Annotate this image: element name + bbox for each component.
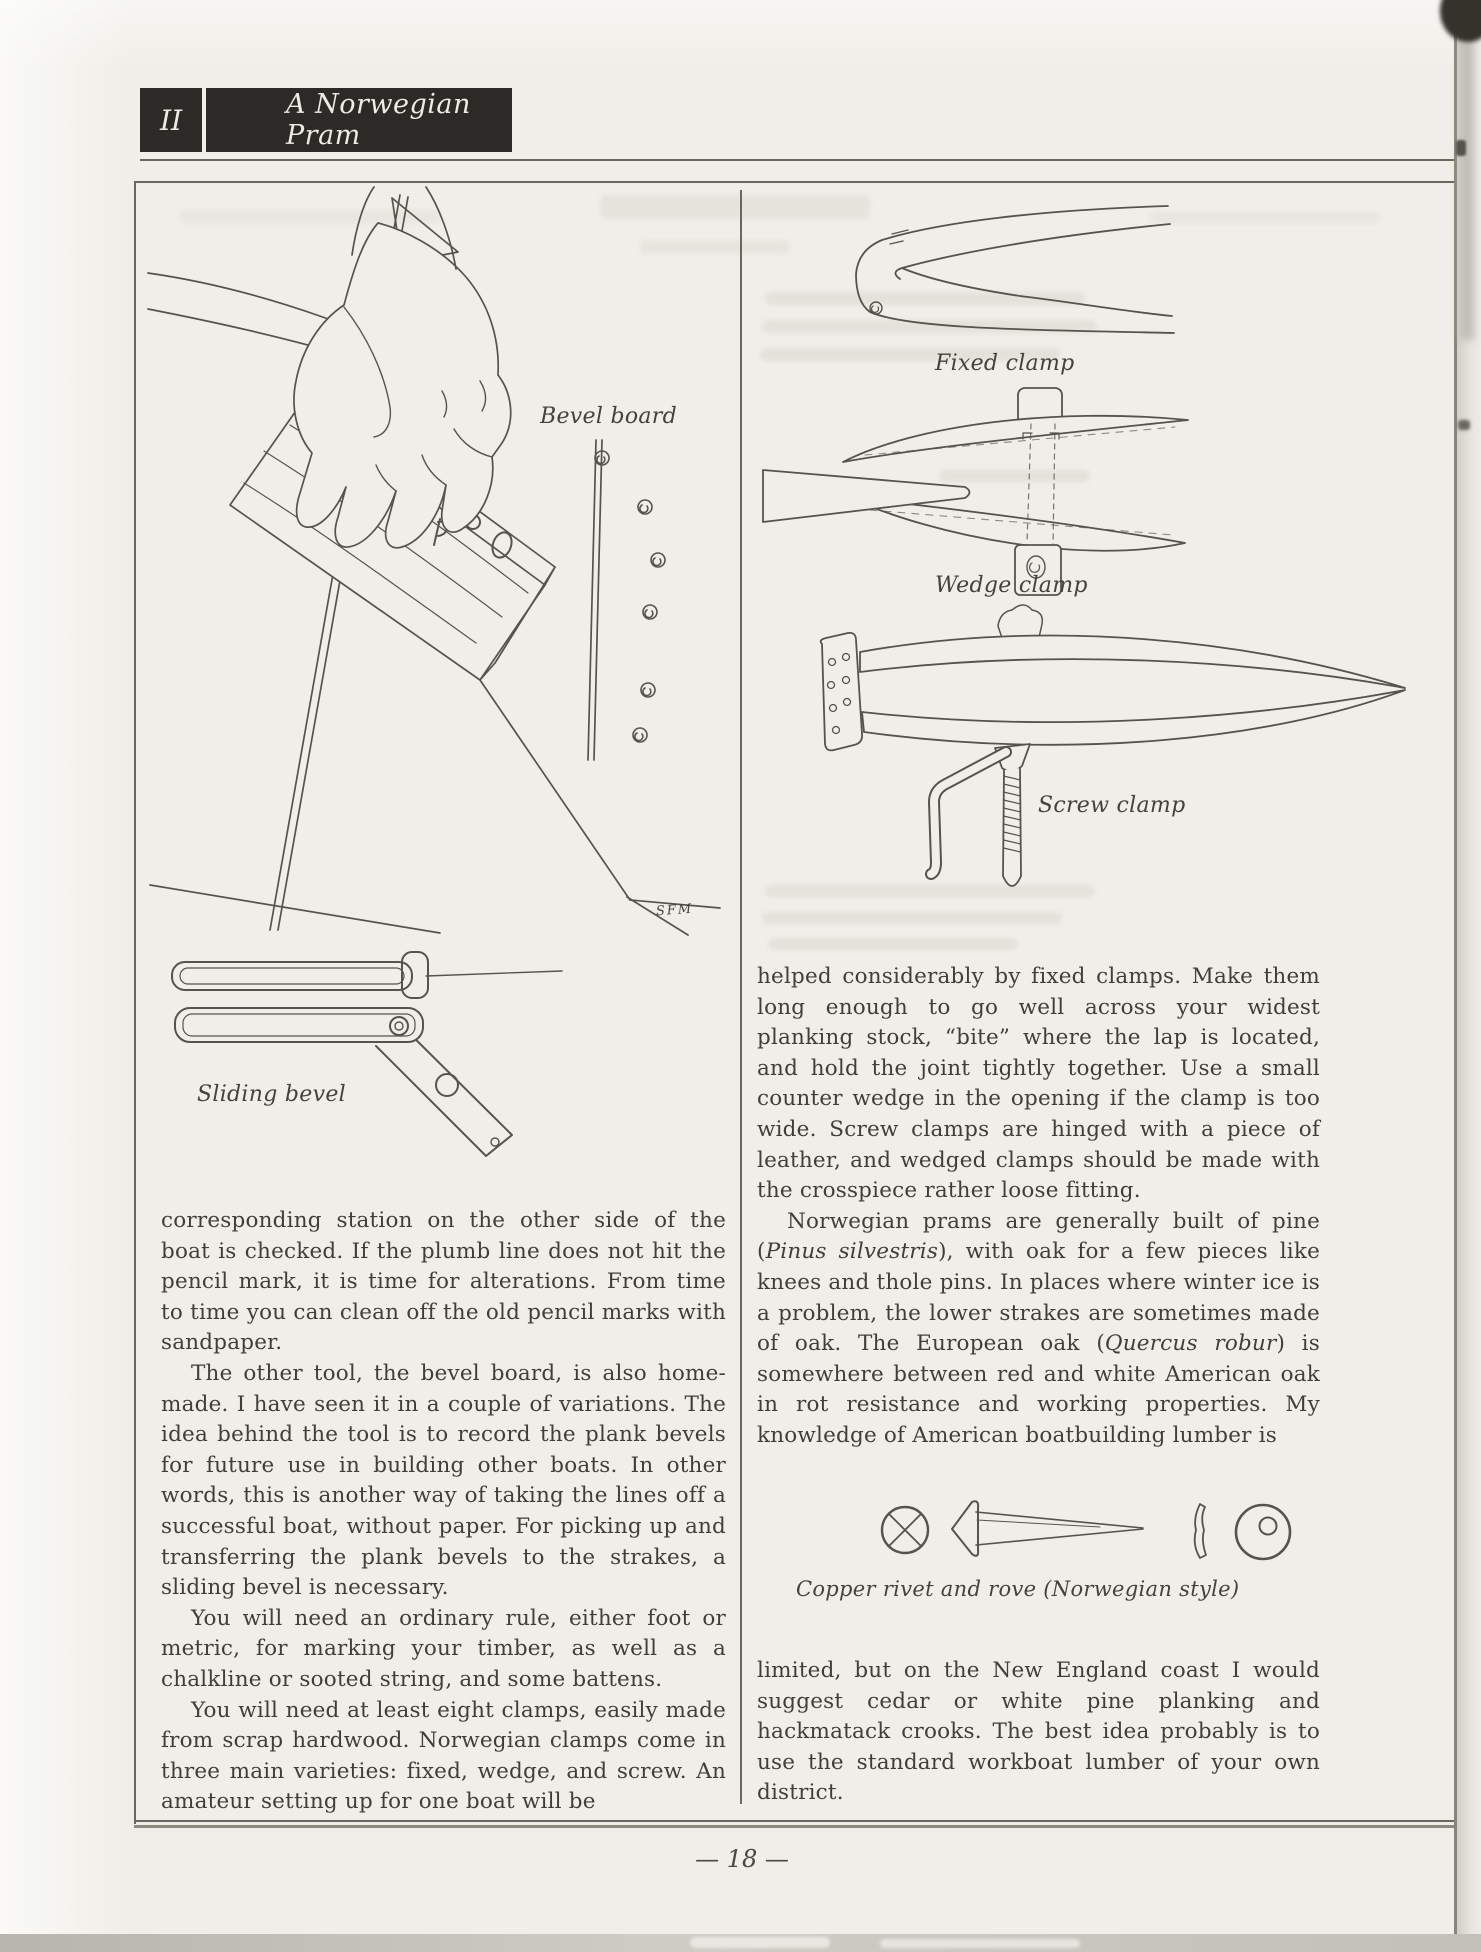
paragraph: The other tool, the bevel board, is also home-made. I have seen it in a couple of variations. The idea behind the tool is to record the plank bevels for future use in building other boats. In other words, this is another way of taking the lines off a successful boat, without paper. For picking up and transferring the plank bevels to the strakes, a sliding bevel is necessary. (161, 1360, 726, 1601)
bottom-scan-highlight (690, 1937, 830, 1948)
paragraph: helped considerably by fixed clamps. Make them long enough to go well across your widest planking stock, “bite” where the lap is located, and hold the joint tightly together. Use a small counter wedge in the opening if the clamp is too wide. Screw clamps are hinged with a piece of leather, and wedged clamps should be made with the crosspiece rather loose fitting. (757, 964, 1320, 1204)
paragraph: limited, but on the New England coast I would suggest cedar or white pine planking and hackmatack crooks. The best idea probably is to use the standard workboat lumber of your own district. (757, 1658, 1320, 1806)
bleed-through-text (762, 912, 1062, 924)
content-frame-left-border (134, 181, 136, 1824)
right-column-text-upper (757, 962, 1320, 1452)
sliding-bevel-caption: Sliding bevel (197, 1082, 346, 1107)
content-frame-bottom-shadow (134, 1825, 1456, 1828)
wedge-clamp-illustration (755, 375, 1195, 600)
rivet-and-rove-illustration (860, 1490, 1300, 1580)
left-page-edge-highlight (0, 0, 130, 1952)
chapter-number-box (140, 88, 202, 152)
screw-clamp-illustration (650, 600, 1420, 900)
chapter-number: II (159, 103, 183, 137)
content-frame-top-border (134, 181, 1456, 183)
scan-mark (1458, 420, 1470, 430)
page-edge-line (1454, 0, 1457, 1952)
paragraph: Norwegian prams are generally built of pine (Pinus silvestris), with oak for a few pieces like knees and thole pins. In places where winter ice is a problem, the lower strakes are sometimes made of oak. The European oak (Quercus robur) is somewhere between red and white American oak in rot resistance and working properties. My knowledge of American boatbuilding lumber is (757, 1208, 1321, 1448)
bleed-through-text (1150, 212, 1380, 224)
wedge-clamp-caption: Wedge clamp (935, 573, 1088, 598)
scan-smudge (1460, 0, 1474, 340)
fixed-clamp-caption: Fixed clamp (935, 351, 1075, 376)
sliding-bevel-illustration (140, 950, 620, 1190)
page-number: — 18 — (695, 1845, 789, 1873)
paragraph: corresponding station on the other side of the boat is checked. If the plumb line does not hit the pencil mark, it is time for alterations. From time to time you can clean off the old pencil marks with sandpaper. (161, 1208, 726, 1356)
bevel-board-caption: Bevel board (540, 404, 678, 429)
right-column-text-lower (757, 1656, 1320, 1809)
screw-clamp-caption: Screw clamp (1038, 793, 1186, 818)
bleed-through-text (768, 938, 1018, 950)
rivet-caption: Copper rivet and rove (Norwegian style) (796, 1577, 1240, 1601)
left-column-text (161, 1206, 726, 1818)
fixed-clamp-illustration (840, 190, 1180, 345)
paragraph: You will need at least eight clamps, easily made from scrap hardwood. Norwegian clamps come in three main varieties: fixed, wedge, and screw. An amateur setting up for one boat will be (161, 1697, 726, 1815)
column-divider (740, 190, 742, 1804)
top-page-highlight (0, 0, 1481, 70)
header-rule (140, 159, 1456, 161)
scan-mark (1456, 140, 1466, 156)
paragraph: You will need an ordinary rule, either foot or metric, for marking your timber, as well as a chalkline or sooted string, and some battens. (161, 1605, 726, 1692)
content-frame-bottom-border (134, 1820, 1456, 1822)
chapter-title-banner (206, 88, 512, 152)
illustrator-signature: SFM (655, 901, 694, 920)
bottom-scan-highlight (880, 1939, 1080, 1948)
chapter-title: A Norwegian Pram (286, 89, 471, 151)
